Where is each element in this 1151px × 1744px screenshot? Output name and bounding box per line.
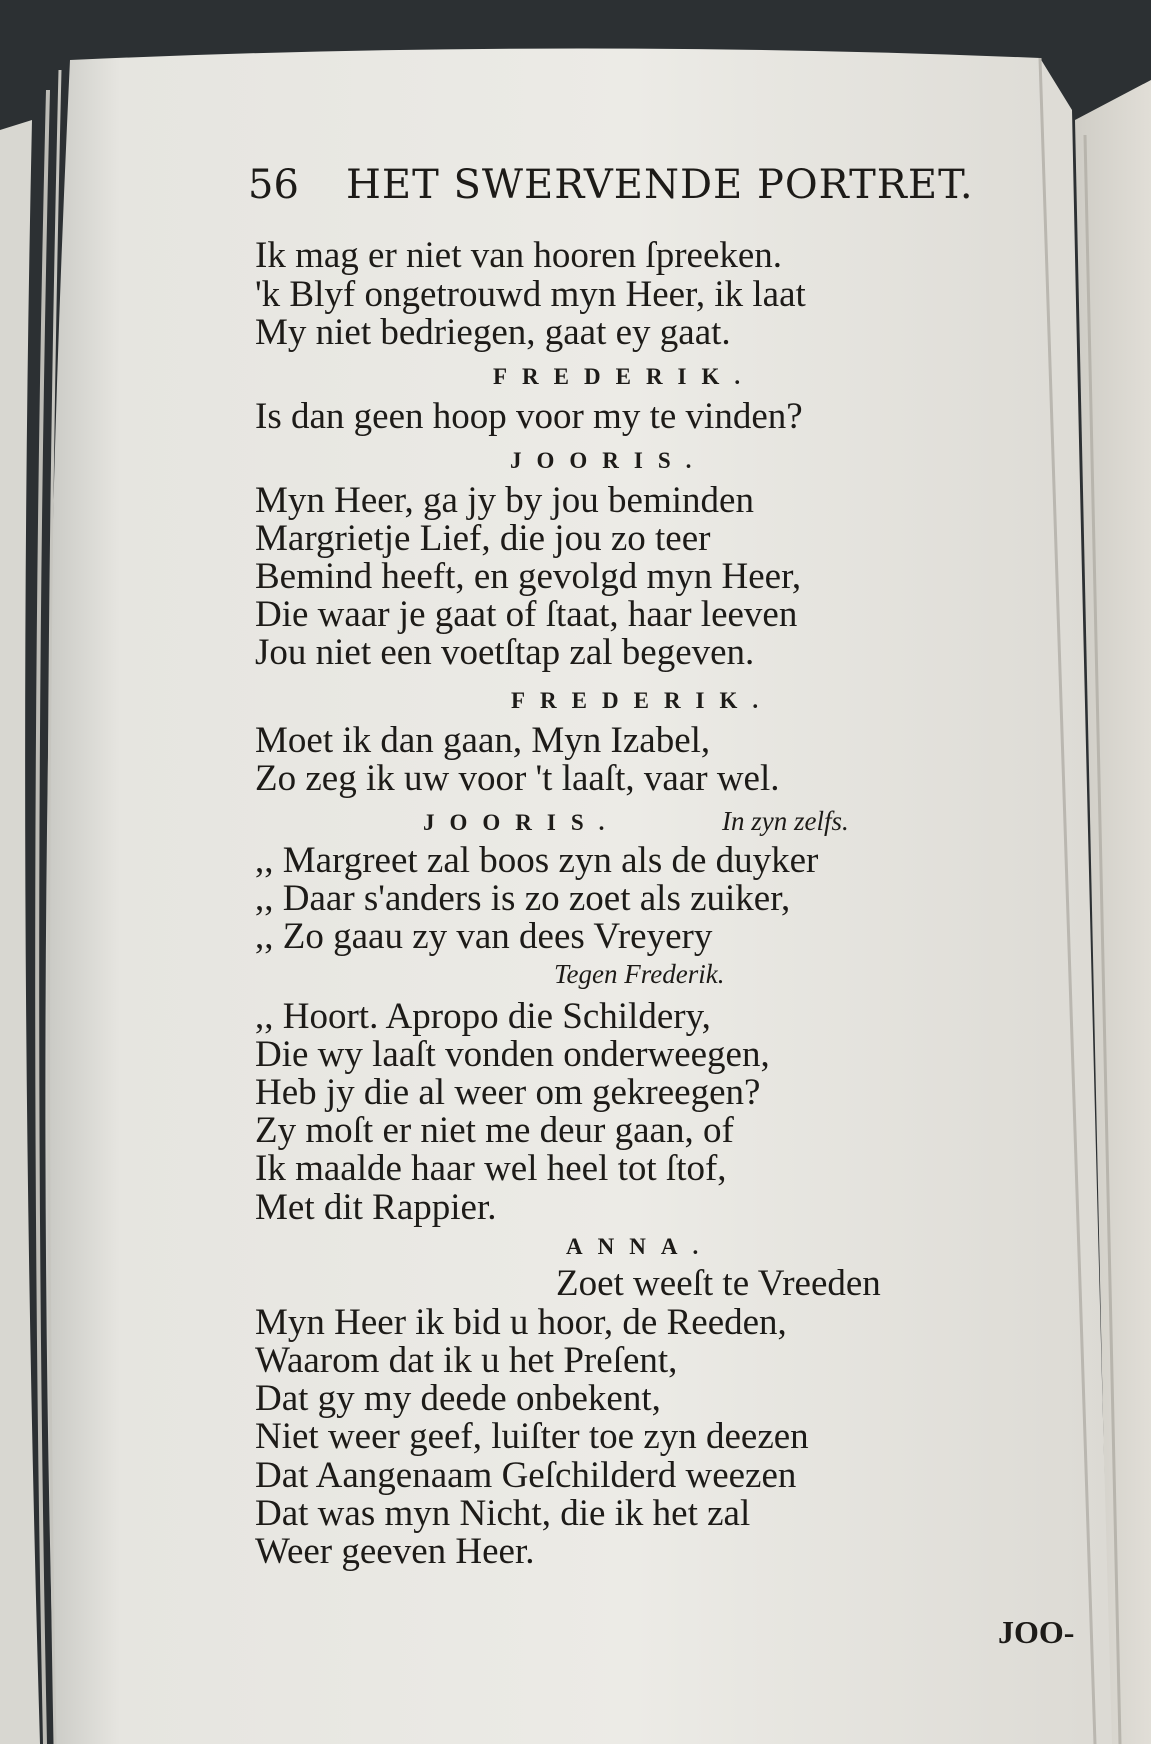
speaker-jooris: JOORIS.: [423, 810, 620, 835]
verse-line: Myn Heer, ga jy by jou beminden: [255, 480, 754, 521]
verse-line: Heb jy die al weer om gekreegen?: [255, 1072, 761, 1113]
verse-line: Met dit Rappier.: [255, 1187, 497, 1228]
speaker-jooris: JOORIS.: [510, 448, 707, 473]
verse-line: ,, Zo gaau zy van dees Vreyery: [255, 916, 713, 957]
verse-line: Zoet weeſt te Vreeden: [556, 1263, 881, 1304]
verse-line: ,, Margreet zal boos zyn als de duyker: [255, 840, 819, 881]
verse-line: Moet ik dan gaan, Myn Izabel,: [255, 720, 711, 761]
verse-line: Margrietje Lief, die jou zo teer: [255, 518, 711, 559]
verse-line: Ik mag er niet van hooren ſpreeken.: [255, 235, 783, 276]
verse-line: Waarom dat ik u het Preſent,: [255, 1340, 678, 1381]
verse-line: Niet weer geef, luiſter toe zyn deezen: [255, 1416, 809, 1457]
verse-line: ,, Daar s'anders is zo zoet als zuiker,: [255, 878, 791, 919]
verse-line: Die wy laaſt vonden onderweegen,: [255, 1034, 770, 1075]
verse-line: ,, Hoort. Apropo die Schildery,: [255, 996, 711, 1037]
verse-line: Die waar je gaat of ſtaat, haar leeven: [255, 594, 798, 635]
running-title: HET SWERVENDE PORTRET.: [346, 162, 974, 208]
stage-direction: Tegen Frederik.: [554, 959, 725, 989]
verse-line: Myn Heer ik bid u hoor, de Reeden,: [255, 1302, 787, 1343]
verse-line: Jou niet een voetſtap zal begeven.: [255, 632, 755, 673]
verse-line: Zy moſt er niet me deur gaan, of: [255, 1110, 734, 1151]
verse-line: Dat Aangenaam Geſchilderd weezen: [255, 1455, 797, 1496]
verse-line: Bemind heeft, en gevolgd myn Heer,: [255, 556, 802, 597]
verse-line: Dat was myn Nicht, die ik het zal: [255, 1493, 751, 1534]
speaker-frederik: FREDERIK.: [493, 364, 756, 389]
speaker-frederik: FREDERIK.: [511, 688, 774, 713]
verse-line: Zo zeg ik uw voor 't laaſt, vaar wel.: [255, 758, 780, 799]
speaker-anna: ANNA.: [566, 1234, 714, 1259]
catchword: JOO-: [998, 1614, 1075, 1650]
verse-line: Dat gy my deede onbekent,: [255, 1378, 661, 1419]
verse-line: Ik maalde haar wel heel tot ſtof,: [255, 1148, 727, 1189]
page-number: 56: [248, 162, 299, 208]
verse-line: Weer geeven Heer.: [255, 1531, 535, 1572]
verse-line: My niet bedriegen, gaat ey gaat.: [255, 312, 731, 353]
page-header: [248, 162, 988, 222]
stage-direction: In zyn zelfs.: [722, 806, 849, 836]
verse-line: Is dan geen hoop voor my te vinden?: [255, 396, 803, 437]
verse-line: 'k Blyf ongetrouwd myn Heer, ik laat: [255, 274, 806, 315]
